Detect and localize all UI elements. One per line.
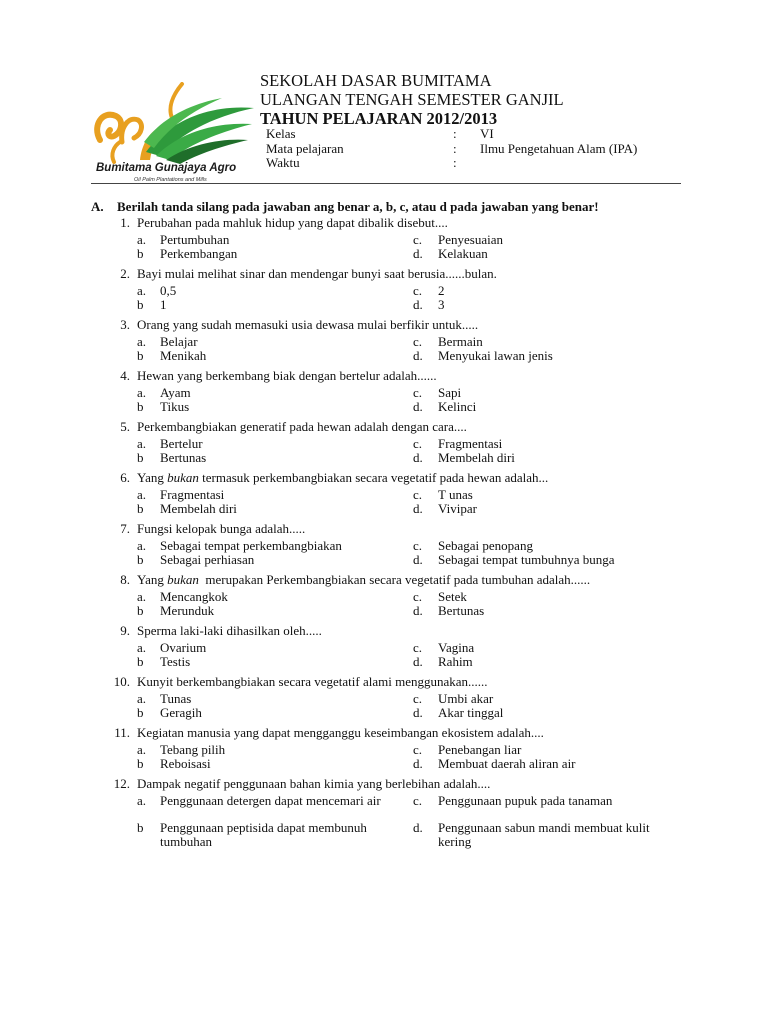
option-text: Vagina — [438, 640, 475, 655]
question-text: Dampak negatif penggunaan bahan kimia yang berlebihan adalah.... — [137, 776, 491, 791]
option-text: Menikah — [160, 348, 207, 363]
exam-title: ULANGAN TENGAH SEMESTER GANJIL — [260, 90, 564, 109]
header-divider — [91, 183, 681, 184]
option-text: Testis — [160, 654, 191, 669]
option-letter: b — [137, 654, 144, 669]
option-letter: d. — [413, 297, 423, 312]
meta-label: Waktu — [266, 155, 300, 170]
question-number: 6. — [120, 470, 130, 485]
option-text: T unas — [438, 487, 473, 502]
exam-meta — [266, 127, 686, 171]
option-letter: a. — [137, 283, 147, 298]
option-letter: a. — [137, 385, 147, 400]
option-letter: a. — [137, 691, 147, 706]
option-text: Membelah diri — [160, 501, 237, 516]
question-text: Bayi mulai melihat sinar dan mendengar bunyi saat berusia......bulan. — [137, 266, 497, 281]
meta-colon: : — [453, 140, 457, 156]
option-letter: d. — [413, 603, 423, 618]
question-number: 8. — [120, 572, 130, 587]
option-letter: c. — [413, 640, 423, 655]
section-instruction: Berilah tanda silang pada jawaban ang benar a, b, c, atau d pada jawaban yang benar! — [117, 199, 599, 214]
question-text: Sperma laki-laki dihasilkan oleh..... — [137, 623, 322, 638]
option-text: Geragih — [160, 705, 202, 720]
option-text: Penebangan liar — [438, 742, 522, 757]
option-letter: d. — [413, 399, 423, 414]
option-text: Kelinci — [438, 399, 477, 414]
question-text-part: Yang — [137, 572, 168, 587]
meta-colon: : — [453, 126, 457, 141]
question-number: 5. — [120, 419, 130, 434]
option-letter: c. — [413, 793, 423, 808]
option-letter: d. — [413, 552, 423, 567]
question-text — [137, 471, 548, 485]
option-letter: b — [137, 348, 144, 363]
option-text: Sebagai tempat perkembangbiakan — [160, 538, 342, 553]
option-text: Setek — [438, 589, 467, 604]
option-text: 2 — [438, 283, 445, 298]
question-number: 7. — [120, 521, 130, 536]
option-letter: d. — [413, 820, 423, 835]
option-text: Penyesuaian — [438, 232, 503, 247]
option-letter: a. — [137, 640, 147, 655]
meta-label: Mata pelajaran — [266, 140, 344, 156]
question-text: Perkembangbiakan generatif pada hewan adalah dengan cara.... — [137, 419, 467, 434]
question-text-part: Yang — [137, 470, 168, 485]
option-text: Sebagai perhiasan — [160, 552, 255, 567]
question-text-part: termasuk perkembangbiakan secara vegetatif pada hewan adalah... — [198, 470, 549, 485]
option-letter: c. — [413, 487, 423, 502]
palm-leaf-icon — [86, 82, 256, 167]
option-letter: d. — [413, 348, 423, 363]
question-text: Fungsi kelopak bunga adalah..... — [137, 521, 306, 536]
meta-row-kelas — [266, 127, 686, 142]
option-letter: b — [137, 450, 144, 465]
option-text: Pertumbuhan — [160, 232, 230, 247]
option-text: Fragmentasi — [438, 436, 503, 451]
option-text: Tikus — [160, 399, 190, 414]
option-letter: c. — [413, 691, 423, 706]
option-letter: c. — [413, 232, 423, 247]
option-text: 1 — [160, 297, 167, 312]
option-text: Ovarium — [160, 640, 207, 655]
academic-year: TAHUN PELAJARAN 2012/2013 — [260, 109, 498, 128]
option-letter: a. — [137, 538, 147, 553]
option-letter: c. — [413, 742, 423, 757]
option-letter: d. — [413, 654, 423, 669]
option-text: Penggunaan sabun mandi membuat kulit kering — [438, 820, 650, 849]
option-letter: b — [137, 705, 144, 720]
option-text: Bermain — [438, 334, 483, 349]
meta-value: VI — [480, 126, 494, 141]
option-text: Perkembangan — [160, 246, 238, 261]
meta-row-subject — [266, 142, 686, 157]
logo-company-name: Bumitama Gunajaya Agro — [96, 162, 237, 174]
option-text: Ayam — [160, 385, 191, 400]
question-text — [137, 573, 590, 587]
question-text-part: merupakan Perkembangbiakan secara vegetatif pada tumbuhan adalah...... — [198, 572, 591, 587]
question-number: 2. — [120, 266, 130, 281]
question-text: Kunyit berkembangbiakan secara vegetatif alami menggunakan...... — [137, 674, 488, 689]
option-letter: b — [137, 399, 144, 414]
question-number: 10. — [113, 674, 130, 689]
option-letter: c. — [413, 283, 423, 298]
option-letter: a. — [137, 487, 147, 502]
option-text: Bertunas — [438, 603, 485, 618]
option-text: Merunduk — [160, 603, 215, 618]
option-text: Reboisasi — [160, 756, 211, 771]
option-letter: d. — [413, 246, 423, 261]
option-text: Vivipar — [438, 501, 477, 516]
meta-colon: : — [453, 155, 457, 170]
school-name: SEKOLAH DASAR BUMITAMA — [260, 71, 492, 90]
option-text: Membelah diri — [438, 450, 515, 465]
option-text: Membuat daerah aliran air — [438, 756, 576, 771]
option-text: Mencangkok — [160, 589, 228, 604]
option-letter: a. — [137, 334, 147, 349]
option-text: 0,5 — [160, 283, 177, 298]
option-letter: a. — [137, 793, 147, 808]
option-letter: c. — [413, 436, 423, 451]
option-text: Belajar — [160, 334, 198, 349]
option-letter: d. — [413, 705, 423, 720]
option-letter: b — [137, 603, 144, 618]
option-text: Penggunaan peptisida dapat membunuh tumbuhan — [160, 820, 367, 849]
option-letter: d. — [413, 756, 423, 771]
meta-row-time — [266, 156, 686, 171]
bumitama-logo — [86, 82, 256, 182]
option-text: Akar tinggal — [438, 705, 504, 720]
option-text: Bertunas — [160, 450, 207, 465]
option-letter: c. — [413, 334, 423, 349]
option-text: Sebagai tempat tumbuhnya bunga — [438, 552, 615, 567]
question-text: Kegiatan manusia yang dapat mengganggu keseimbangan ekosistem adalah.... — [137, 725, 544, 740]
meta-label: Kelas — [266, 126, 296, 141]
option-text: Tebang pilih — [160, 742, 226, 757]
option-letter: c. — [413, 538, 423, 553]
option-letter: b — [137, 297, 144, 312]
option-text: Rahim — [438, 654, 473, 669]
option-text: Tunas — [160, 691, 192, 706]
option-text: Penggunaan pupuk pada tanaman — [438, 793, 613, 808]
option-letter: b — [137, 756, 144, 771]
logo-tagline: Oil Palm Plantations and Mills — [134, 177, 207, 183]
question-text-emphasis: bukan — [167, 572, 199, 587]
section-letter: A. — [91, 199, 104, 214]
meta-value: Ilmu Pengetahuan Alam (IPA) — [480, 140, 638, 156]
option-text: Menyukai lawan jenis — [438, 348, 553, 363]
option-letter: b — [137, 552, 144, 567]
option-letter: c. — [413, 385, 423, 400]
question-number: 4. — [120, 368, 130, 383]
question-number: 3. — [120, 317, 130, 332]
option-letter: d. — [413, 501, 423, 516]
option-text: Kelakuan — [438, 246, 488, 261]
question-number: 1. — [120, 215, 130, 230]
option-text: Umbi akar — [438, 691, 494, 706]
question-number: 11. — [114, 725, 130, 740]
option-text: Penggunaan detergen dapat mencemari air — [160, 793, 381, 808]
option-letter: a. — [137, 589, 147, 604]
question-text: Perubahan pada mahluk hidup yang dapat dibalik disebut.... — [137, 215, 448, 230]
question-text: Orang yang sudah memasuki usia dewasa mulai berfikir untuk..... — [137, 317, 479, 332]
question-text-emphasis: bukan — [167, 470, 199, 485]
option-text: Fragmentasi — [160, 487, 225, 502]
option-letter: b — [137, 501, 144, 516]
option-text: Sebagai penopang — [438, 538, 533, 553]
option-text: 3 — [438, 297, 445, 312]
question-number: 12. — [113, 776, 130, 791]
option-text: Bertelur — [160, 436, 203, 451]
option-letter: d. — [413, 450, 423, 465]
option-letter: c. — [413, 589, 423, 604]
option-letter: b — [137, 820, 144, 835]
option-letter: a. — [137, 436, 147, 451]
option-letter: a. — [137, 232, 147, 247]
option-letter: a. — [137, 742, 147, 757]
question-text: Hewan yang berkembang biak dengan bertelur adalah...... — [137, 368, 437, 383]
option-text: Sapi — [438, 385, 462, 400]
question-number: 9. — [120, 623, 130, 638]
option-letter: b — [137, 246, 144, 261]
